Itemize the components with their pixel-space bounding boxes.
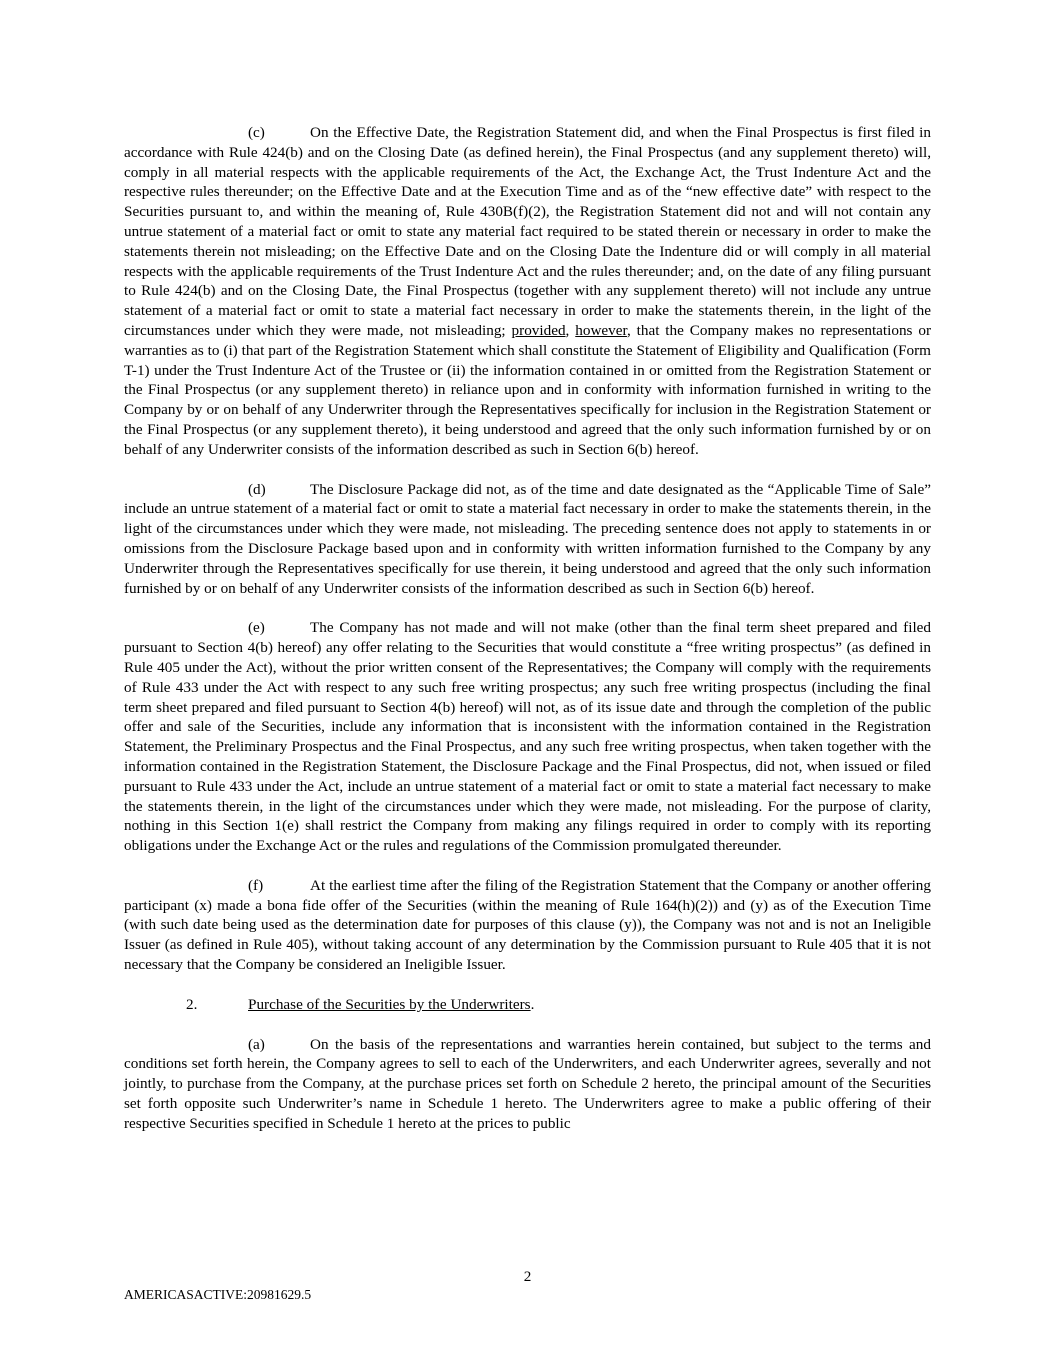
provided-term: provided — [511, 321, 566, 339]
page-number: 2 — [523, 1268, 532, 1285]
document-page — [124, 123, 931, 1154]
paragraph-text: At the earliest time after the filing of the Registration Statement that the Company or another offering participant (x) made a bona fide offer of the Securities (within the meaning of Rule 164(h)(2)) and (y) as of the Execution Time (with such date being used as the determination date for purposes of this clause (y)), the Company was not and is not an Ineligible Issuer (as defined in Rule 405), without taking account of any determination by the Commission pursuant to Rule 405 that it is not necessary that the Company be considered an Ineligible Issuer. — [124, 876, 931, 974]
section-2-heading: 2. Purchase of the Securities by the Underwriters. — [186, 995, 535, 1013]
paragraph-1f — [124, 876, 931, 975]
section-title: Purchase of the Securities by the Underwriters — [248, 995, 531, 1013]
paragraph-1c: (c) On the Effective Date, the Registration Statement did, and when the Final Prospectus is first filed in accordance with Rule 424(b) and on the Closing Date (as defined herein), the Final Prospectus (and any supplement thereto) will, comply in all material respects with the applicable requirements of the Act, the Exchange Act, the Trust Indenture Act and the respective rules thereunder; on the Effective Date and at the Execution Time and as of the “new effective date” with respect to the Securities pursuant to, and within the meaning of, Rule 430B(f)(2), the Registration Statement did not and will not contain any untrue statement of a material fact or omit to state any material fact required to be stated therein or necessary in order to make the statements therein not misleading; on the Effective Date and on the Closing Date the Indenture did or will comply in all material respects with the applicable requirements of the Trust Indenture Act and the rules thereunder; and, on the date of any filing pursuant to Rule 424(b) and on the Closing Date, the Final Prospectus (together with any supplement thereto) will not include any untrue statement of a material fact or omit to state a material fact necessary in order to make the statements therein, in the light of the circumstances under which they were made, not misleading; provided, however, that the Company makes no representations or warranties as to (i) that part of the Registration Statement which shall constitute the Statement of Eligibility and Qualification (Form T-1) under the Trust Indenture Act of the Trustee or (ii) the information contained in or omitted from the Registration Statement or the Final Prospectus (or any supplement thereto) in reliance upon and in conformity with information furnished in writing to the Company by or on behalf of any Underwriter through the Representatives specifically for inclusion in the Registration Statement or the Final Prospectus (or any supplement thereto), it being understood and agreed that the only such information furnished by or on behalf of any Underwriter consists of the information described as such in Section 6(b) hereof. — [124, 124, 931, 458]
section-number: 2. — [186, 995, 198, 1013]
paragraph-number: (a) — [248, 1035, 265, 1053]
paragraph-number: (f) — [248, 876, 264, 894]
paragraph-1d — [124, 480, 931, 599]
paragraph-text: On the basis of the representations and warranties herein contained, but subject to the terms and conditions set forth herein, the Company agrees to sell to each of the Underwriters, and each Underwriter agrees, severally and not jointly, to purchase from the Company, at the purchase prices set forth on Schedule 2 hereto, the principal amount of the Securities set forth opposite such Underwriter’s name in Schedule 1 hereto. The Underwriters agree to make a public offering of their respective Securities specified in Schedule 1 hereto at the prices to public — [124, 1035, 931, 1132]
paragraph-text: The Company has not made and will not make (other than the final term sheet prepared and filed pursuant to Section 4(b) hereof) any offer relating to the Securities that would constitute a “free writing prospectus” (as defined in Rule 405 under the Act), without the prior written consent of the Representatives; the Company will comply with the requirements of Rule 433 under the Act with respect to any such free writing prospectus; any such free writing prospectus (including the final term sheet prepared and filed pursuant to Section 4(b) hereof) will not, as of its issue date and through the completion of the public offer and sale of the Securities, include any information that is inconsistent with the information contained in the Registration Statement, the Preliminary Prospectus and the Final Prospectus, and any such free writing prospectus, when taken together with the information contained in the Registration Statement, the Disclosure Package and the Final Prospectus, did not, when issued or filed pursuant to Rule 433 under the Act, include an untrue statement of a material fact or omit to state a material fact necessary to make the statements therein, in the light of the circumstances under which they were made, not misleading. For the purpose of clarity, nothing in this Section 1(e) shall restrict the Company from making any filings required in order to comply with its reporting obligations under the Exchange Act or the rules and regulations of the Commission promulgated thereunder. — [124, 619, 931, 855]
paragraph-text: , that the Company makes no representations or warranties as to (i) that part of the Registration Statement which shall constitute the Statement of Eligibility and Qualification (Form T-1) under the Trust Indenture Act of the Trustee or (ii) the information contained in or omitted from the Registration Statement or the Final Prospectus (or any supplement thereto) in reliance upon and in conformity with information furnished in writing to the Company by or on behalf of any Underwriter through the Representatives specifically for inclusion in the Registration Statement or the Final Prospectus (or any supplement thereto), it being understood and agreed that the only such information furnished by or on behalf of any Underwriter consists of the information described as such in Section 6(b) hereof. — [124, 321, 931, 458]
paragraph-1e — [124, 618, 931, 856]
paragraph-text: The Disclosure Package did not, as of the time and date designated as the “Applicable Time of Sale” include an untrue statement of a material fact or omit to state a material fact necessary in order to make the statements therein, in the light of the circumstances under which they were made, not misleading. The preceding sentence does not apply to statements in or omissions from the Disclosure Package based upon and in conformity with written information furnished to the Company by any Underwriter through the Representatives specifically for use therein, it being understood and agreed that the only such information furnished by or on behalf of any Underwriter consists of the information described as such in Section 6(b) hereof. — [124, 480, 931, 597]
document-footer-id: AMERICASACTIVE:20981629.5 — [124, 1287, 312, 1302]
paragraph-text: On the Effective Date, the Registration Statement did, and when the Final Prospectus is first filed in accordance with Rule 424(b) and on the Closing Date (as defined herein), the Final Prospectus (and any supplement thereto) will, comply in all material respects with the applicable requirements of the Act, the Exchange Act, the Trust Indenture Act and the respective rules thereunder; on the Effective Date and at the Execution Time and as of the “new effective date” with respect to the Securities pursuant to, and within the meaning of, Rule 430B(f)(2), the Registration Statement did not and will not contain any untrue statement of a material fact or omit to state any material fact required to be stated therein or necessary in order to make the statements therein not misleading; on the Effective Date and on the Closing Date the Indenture did or will comply in all material respects with the applicable requirements of the Trust Indenture Act and the rules thereunder; and, on the date of any filing pursuant to Rule 424(b) and on the Closing Date, the Final Prospectus (together with any supplement thereto) will not include any untrue statement of a material fact or omit to state a material fact necessary in order to make the statements therein, in the light of the circumstances under which they were made, not misleading; — [124, 124, 931, 339]
paragraph-number: (c) — [248, 124, 265, 141]
paragraph-number: (d) — [248, 480, 266, 498]
paragraph-number: (e) — [248, 619, 265, 637]
however-term: however — [575, 321, 627, 339]
paragraph-2a — [124, 1035, 931, 1134]
